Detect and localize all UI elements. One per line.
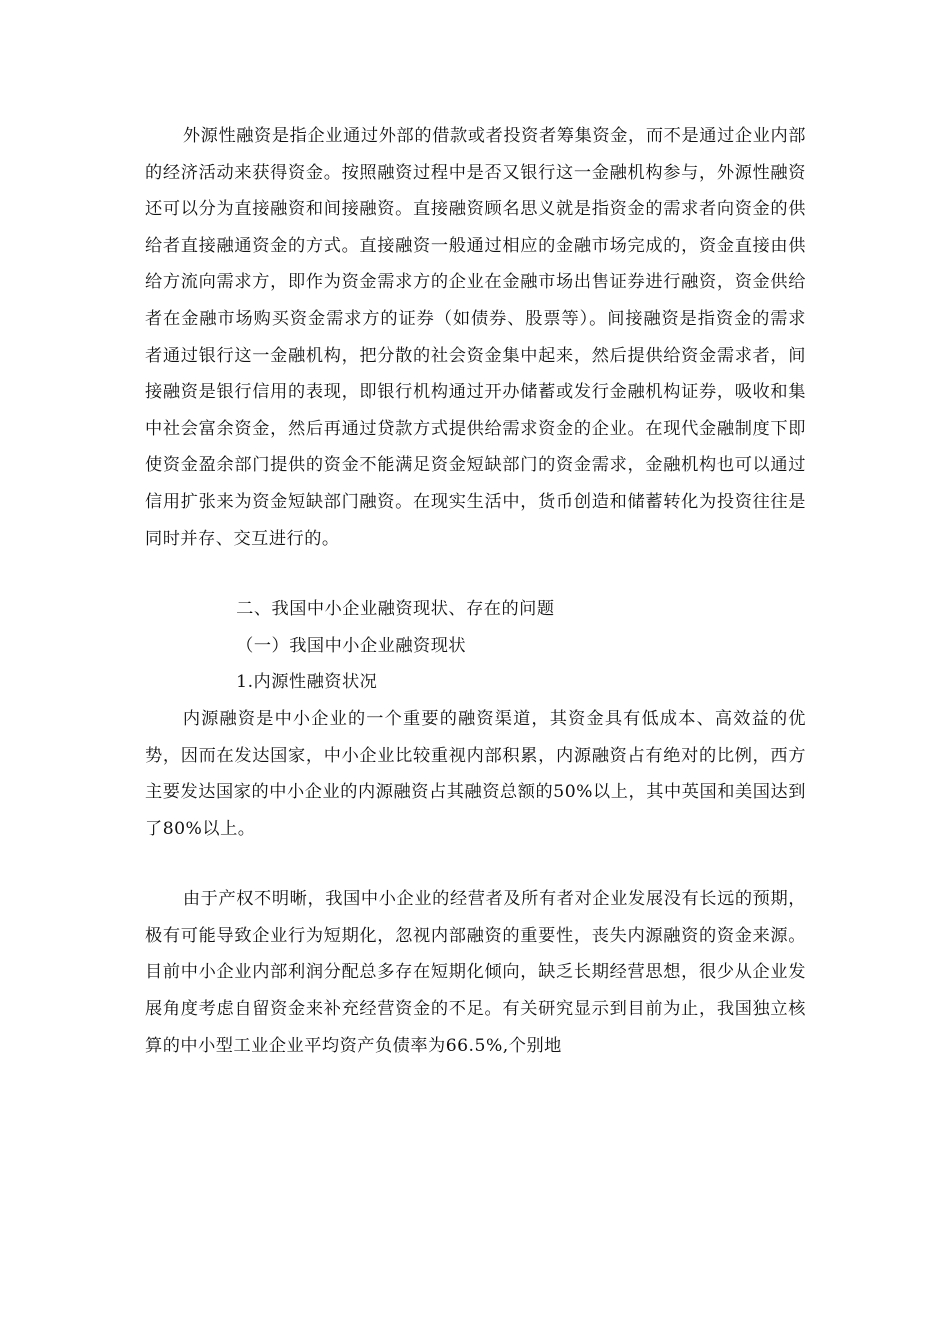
paragraph-property-rights: 由于产权不明晰，我国中小企业的经营者及所有者对企业发展没有长远的预期，极有可能导致企业行为短期化，忽视内部融资的重要性，丧失内源融资的资金来源。目前中小企业内部利润分配总多存在短期化倾向，缺乏长期经营思想，很少从企业发展角度考虑自留资金来补充经营资金的不足。有关研究显示到目前为止，我国独立核算的中小型工业企业平均资产负债率为66.5%,个别地 [145, 889, 806, 1056]
subsubsection-heading: 1.内源性融资状况 [236, 672, 378, 693]
paragraph-internal-financing: 内源融资是中小企业的一个重要的融资渠道，其资金具有低成本、高效益的优势，因而在发达国家，中小企业比较重视内部积累，内源融资占有绝对的比例，西方主要发达国家的中小企业的内源融资占其融资总额的50%以上，其中英国和美国达到了80%以上。 [145, 708, 806, 839]
section-heading: 二、我国中小企业融资现状、存在的问题 [236, 599, 555, 620]
subsection-heading: （一）我国中小企业融资现状 [236, 635, 467, 656]
document-body [145, 118, 806, 1064]
paragraph-external-financing: 外源性融资是指企业通过外部的借款或者投资者筹集资金，而不是通过企业内部的经济活动来获得资金。按照融资过程中是否又银行这一金融机构参与，外源性融资还可以分为直接融资和间接融资。直接融资顾名思义就是指资金的需求者向资金的供给者直接融通资金的方式。直接融资一般通过相应的金融市场完成的，资金直接由供给方流向需求方，即作为资金需求方的企业在金融市场出售证券进行融资，资金供给者在金融市场购买资金需求方的证券（如债券、股票等）。间接融资是指资金的需求者通过银行这一金融机构，把分散的社会资金集中起来，然后提供给资金需求者，间接融资是银行信用的表现，即银行机构通过开办储蓄或发行金融机构证券，吸收和集中社会富余资金，然后再通过贷款方式提供给需求资金的企业。在现代金融制度下即使资金盈余部门提供的资金不能满足资金短缺部门的资金需求，金融机构也可以通过信用扩张来为资金短缺部门融资。在现实生活中，货币创造和储蓄转化为投资往往是同时并存、交互进行的。 [145, 126, 806, 549]
